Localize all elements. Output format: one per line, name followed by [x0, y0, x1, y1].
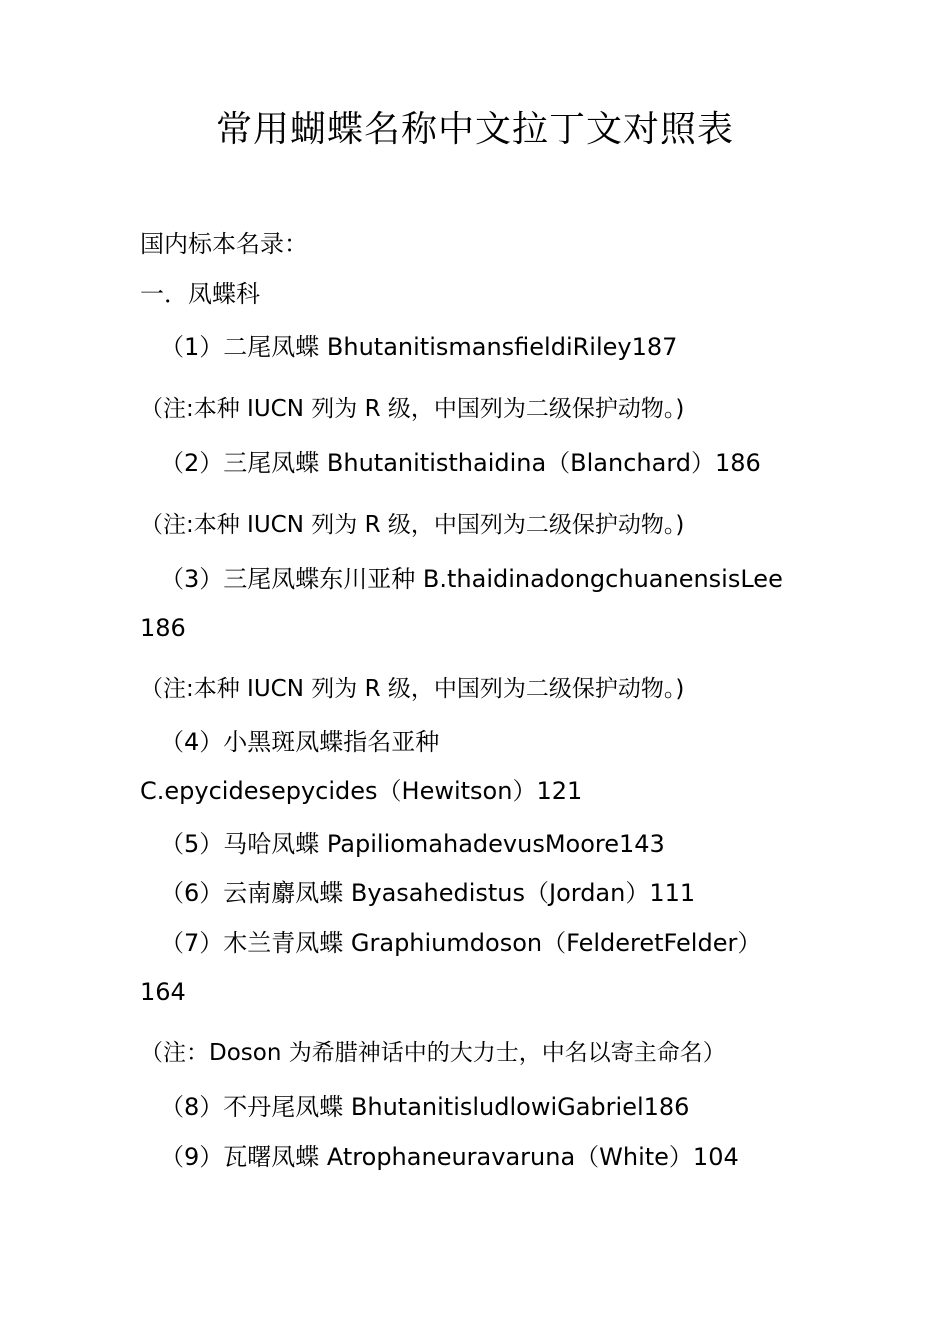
note-text: （注:本种 IUCN 列为 R 级，中国列为二级保护动物。) [140, 512, 685, 538]
note-text: （注:本种 IUCN 列为 R 级，中国列为二级保护动物。) [140, 396, 685, 422]
list-item: （4）小黑斑凤蝶指名亚种 [160, 728, 440, 756]
list-item: （7）木兰青凤蝶 Graphiumdoson（FelderetFelder） [160, 929, 762, 957]
list-item: （9）瓦曙凤蝶 Atrophaneuravaruna（White）104 [160, 1143, 739, 1171]
list-item: （3）三尾凤蝶东川亚种 B.thaidinadongchuanensisLee [160, 565, 783, 593]
list-item: （1）二尾凤蝶 BhutanitismansfieldiRiley187 [160, 333, 678, 361]
section-heading: 一．凤蝶科 [140, 280, 260, 308]
list-item: （5）马哈凤蝶 PapiliomahadevusMoore143 [160, 830, 665, 858]
list-item-continuation: 186 [140, 614, 186, 642]
intro-text: 国内标本名录： [140, 230, 308, 258]
list-item-continuation: C.epycidesepycides（Hewitson）121 [140, 777, 583, 805]
list-item: （6）云南麝凤蝶 Byasahedistus（Jordan）111 [160, 879, 696, 907]
page-title: 常用蝴蝶名称中文拉丁文对照表 [215, 109, 734, 150]
list-item: （8）不丹尾凤蝶 BhutanitisludlowiGabriel186 [160, 1093, 690, 1121]
note-text: （注：Doson 为希腊神话中的大力士，中名以寄主命名） [140, 1040, 726, 1066]
list-item: （2）三尾凤蝶 Bhutanitisthaidina（Blanchard）186 [160, 449, 761, 477]
note-text: （注:本种 IUCN 列为 R 级，中国列为二级保护动物。) [140, 676, 685, 702]
list-item-continuation: 164 [140, 978, 186, 1006]
